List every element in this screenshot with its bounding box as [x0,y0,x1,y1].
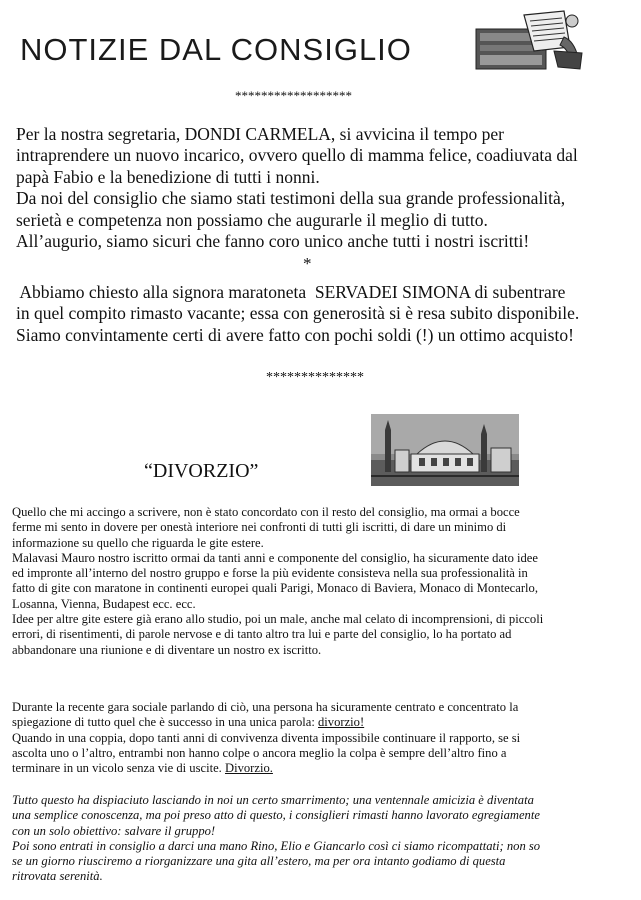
article-paragraph-1 [12,505,630,658]
article-line [12,761,630,776]
article-line: con un solo obiettivo: salvare il gruppo! [12,823,216,838]
notice-line: in quel compito rimasto vacante; essa con generosità si è resa subito disponibile. [16,303,580,324]
article-line: errori, di risentimenti, di parole nervose e di tanto altro tra lui e parte del consiglio, lo ha portato ad [12,627,512,642]
article-line [12,715,630,730]
article-line-text: terminare in un vicolo senza vie di uscite. [12,761,225,776]
article-paragraph-3 [12,793,630,885]
article-title: “DIVORZIO” [144,460,259,482]
article-line: ritrovata serenità. [12,869,103,884]
article-paragraph-2 [12,700,630,776]
top-separator: ****************** [235,88,352,103]
newspaper-reader-icon [474,7,586,73]
notice-line: Abbiamo chiesto alla signora maratoneta SERVADEI SIMONA di subentrare [16,282,566,302]
page-title: NOTIZIE DAL CONSIGLIO [20,32,412,67]
notice-line: intraprendere un nuovo incarico, ovvero quello di mamma felice, coadiuvata dal [16,145,578,166]
article-line: se un giorno riusciremo a riorganizzare una gita all’estero, ma per ora intanto godiamo di questa [12,854,506,869]
notice-line: Siamo convintamente certi di avere fatto con pochi soldi (!) un ottimo acquisto! [16,324,574,345]
article-line: abbandonare una riunione e di diventare un nostro ex iscritto. [12,642,322,657]
article-line: Quello che mi accingo a scrivere, non è stato concordato con il resto del consiglio, ma ormai a bocce [12,505,520,519]
article-line: Durante la recente gara sociale parlando di ciò, una persona ha sicuramente centrato e concentrato la [12,700,519,714]
article-line: Poi sono entrati in consiglio a darci una mano Rino, Elio e Giancarlo così ci siamo ricompattati; non so [12,838,541,853]
notice-line: Per la nostra segretaria, DONDI CARMELA, si avvicina il tempo per [16,124,504,144]
underlined-word: divorzio! [318,715,365,730]
notice-replacement [16,282,628,346]
underlined-word: Divorzio. [224,761,273,776]
notice-line: Da noi del consiglio che siamo stati testimoni della sua grande professionalità, [16,188,566,209]
article-line: Idee per altre gite estere già erano allo studio, poi un male, anche mal celato di incomprensioni, di piccoli [12,612,544,627]
article-line: Losanna, Vienna, Budapest ecc. ecc. [12,596,196,611]
city-skyline-icon [371,414,519,486]
article-line: fatto di gite con maratone in continenti europei quali Parigi, Monaco di Baviera, Monaco di Montecarlo, [12,581,538,596]
article-line: una semplice conoscenza, ma poi preso atto di questo, i consiglieri rimasti hanno lavorato egregiamente [12,808,540,823]
middle-separator: * [303,254,312,273]
section-separator: ************** [266,370,364,385]
article-line: Quando in una coppia, dopo tanti anni di convivenza diventa impossibile continuare il rapporto, se si [12,730,521,745]
notice-secretary [16,124,628,252]
article-line: ascolta uno o l’altro, entrambi non hanno colpe o ancora meglio la colpa è sempre dell’altro fino a [12,745,507,760]
article-line: Tutto questo ha dispiaciuto lasciando in noi un certo smarrimento; una ventennale amicizia è diventata [12,793,534,807]
article-line: ed impronte all’interno del nostro gruppo e forse la più evidente consisteva nella sua professionalità in [12,566,528,581]
notice-line: All’augurio, siamo sicuri che fanno coro unico anche tutti i nostri iscritti! [16,231,530,252]
article-line: Malavasi Mauro nostro iscritto ormai da tanti anni e componente del consiglio, ha sicuramente dato idee [12,550,538,565]
notice-line: serietà e competenza non possiamo che augurarle il meglio di tutto. [16,209,488,230]
article-line: informazione su quello che riguarda le gite estere. [12,535,264,550]
notice-line: papà Fabio e la benedizione di tutti i nonni. [16,166,320,187]
article-line: ferme mi sento in dovere per onestà interiore nei confronti di tutti gli iscritti, di dare un minimo di [12,520,507,535]
article-line-text: spiegazione di tutto quel che è successo in una unica parola: [12,715,318,730]
